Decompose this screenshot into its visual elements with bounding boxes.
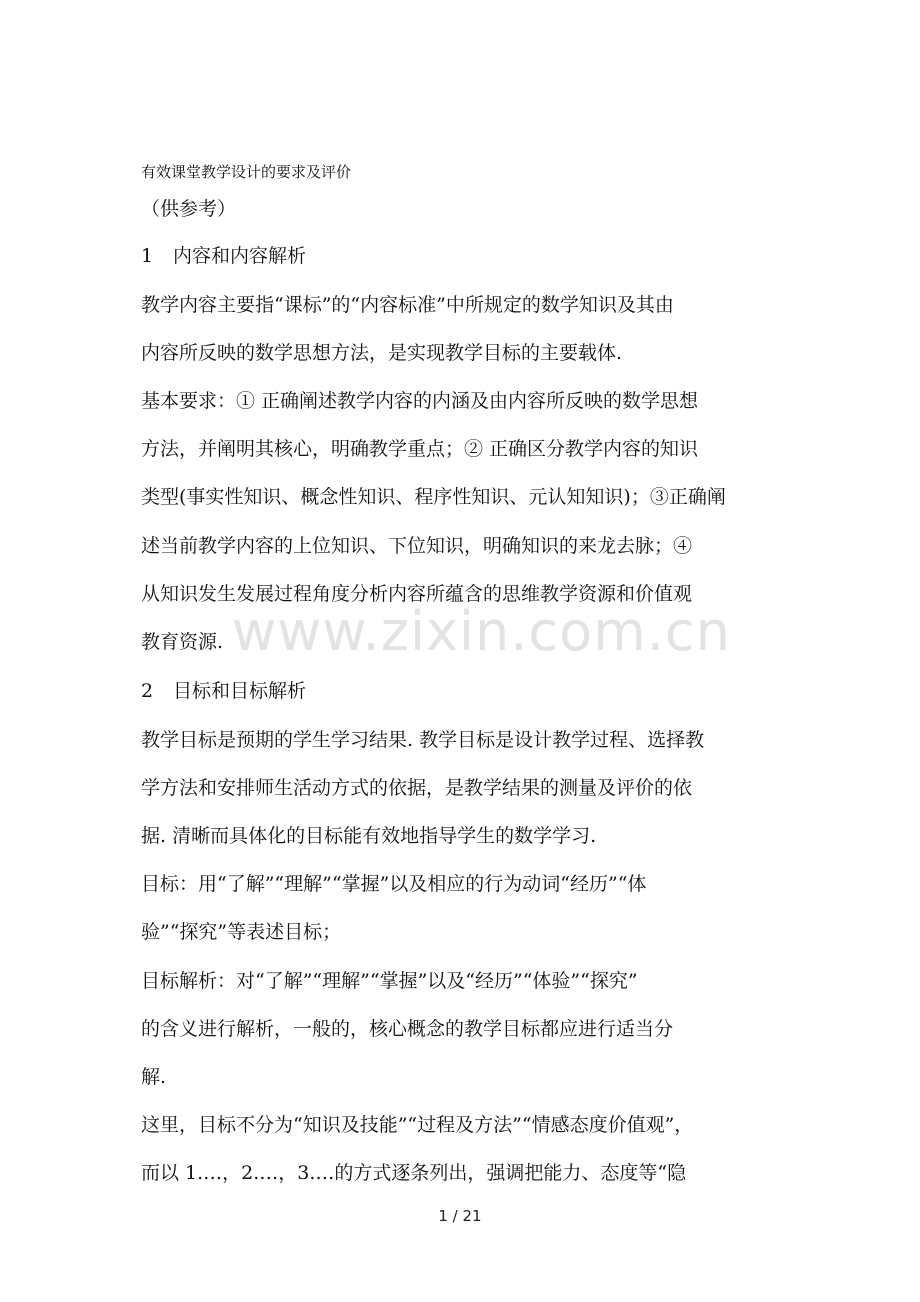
document-title: 有效课堂教学设计的要求及评价 xyxy=(141,163,352,181)
body-line: 内容所反映的数学思想方法，是实现教学目标的主要载体. xyxy=(141,342,623,364)
body-line: 学方法和安排师生活动方式的依据，是教学结果的测量及评价的依 xyxy=(141,777,693,799)
body-line: 的含义进行解析，一般的，核心概念的教学目标都应进行适当分 xyxy=(141,1018,674,1040)
body-line: 这里，目标不分为“知识及技能”“过程及方法”“情感态度价值观”， xyxy=(141,1114,694,1136)
body-line: 方法，并阐明其核心，明确教学重点；② 正确区分教学内容的知识 xyxy=(141,438,699,460)
body-line: 述当前教学内容的上位知识、下位知识，明确知识的来龙去脉；④ xyxy=(141,535,693,557)
section-number-1: 1 xyxy=(141,245,154,267)
page-indicator: 1 / 21 xyxy=(438,1207,482,1225)
body-line: 教学内容主要指“课标”的“内容标准”中所规定的数学知识及其由 xyxy=(141,294,674,316)
body-line: 验”“探究”等表述目标； xyxy=(141,921,342,943)
section-title-2: 目标和目标解析 xyxy=(173,680,307,702)
body-line: 目标解析：对“了解”“理解”“掌握”以及“经历”“体验”“探究” xyxy=(141,970,638,992)
body-line: 类型(事实性知识、概念性知识、程序性知识、元认知知识)；③正确阐 xyxy=(141,486,726,508)
body-line: 教学目标是预期的学生学习结果. 教学目标是设计教学过程、选择教 xyxy=(141,729,705,751)
section-heading-2 xyxy=(141,678,306,704)
body-line: 而以 1.…，2.…，3.…的方式逐条列出，强调把能力、态度等“隐 xyxy=(141,1162,687,1184)
document-subtitle: （供参考） xyxy=(141,198,237,220)
body-line: 目标：用“了解”“理解”“掌握”以及相应的行为动词“经历”“体 xyxy=(141,873,647,895)
body-line: 基本要求：① 正确阐述教学内容的内涵及由内容所反映的数学思想 xyxy=(141,390,699,412)
body-line: 据. 清晰而具体化的目标能有效地指导学生的数学学习. xyxy=(141,825,597,847)
body-line: 从知识发生发展过程角度分析内容所蕴含的思维教学资源和价值观 xyxy=(141,583,693,605)
body-line: 教育资源. xyxy=(141,631,224,653)
section-heading-1 xyxy=(141,243,306,269)
section-number-2: 2 xyxy=(141,680,154,702)
watermark: www.zixin.com.cn xyxy=(232,600,731,663)
section-title-1: 内容和内容解析 xyxy=(173,245,307,267)
body-line: 解. xyxy=(141,1066,167,1088)
